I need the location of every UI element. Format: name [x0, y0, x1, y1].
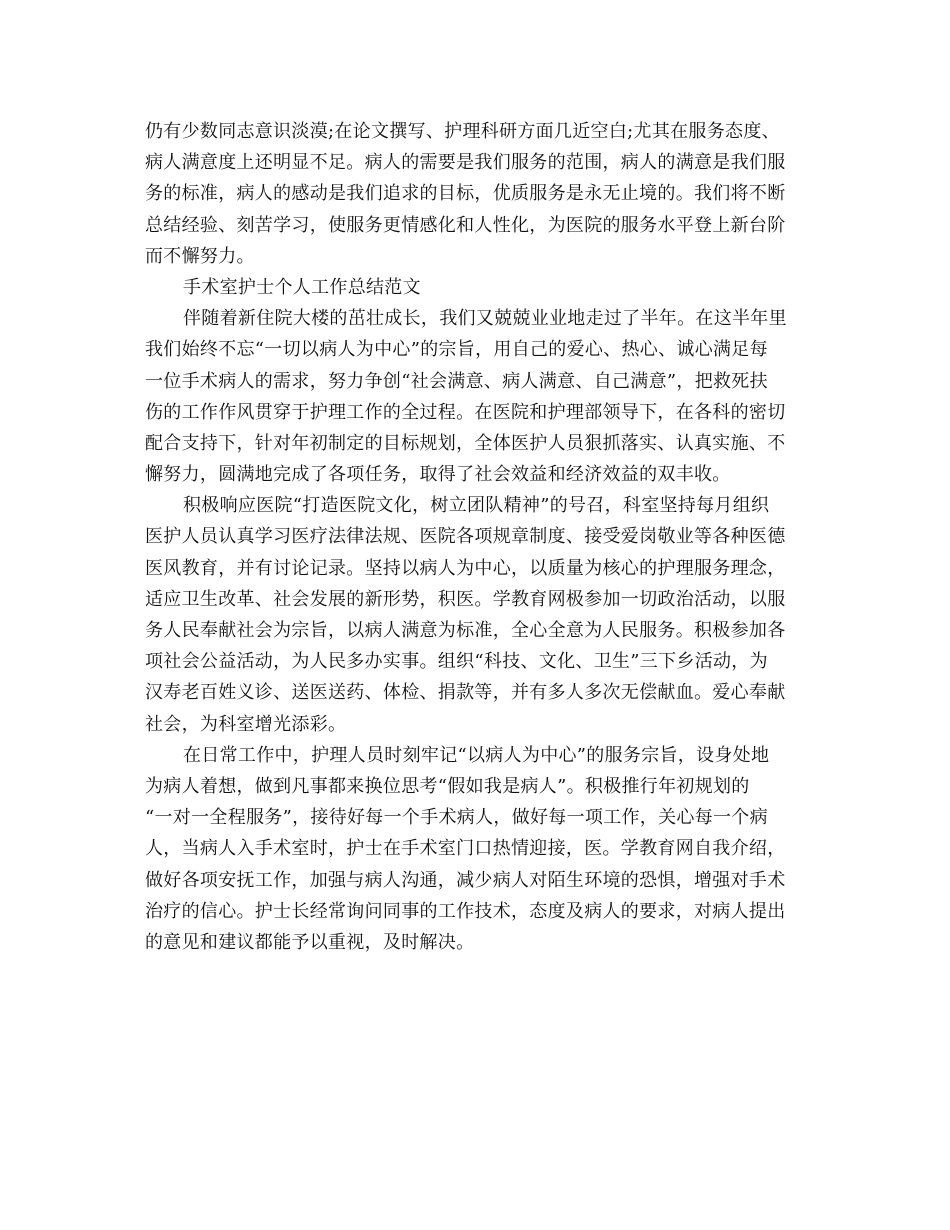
text-line: 手术室护士个人工作总结范文: [183, 276, 421, 298]
text-line: 适应卫生改革、社会发展的新形势，积医。学教育网极参加一切政治活动，以服: [145, 588, 786, 610]
document-body: [145, 116, 805, 958]
text-line: 仍有少数同志意识淡漠;在论文撰写、护理科研方面几近空白;尤其在服务态度、: [145, 121, 780, 142]
text-line: 医风教育，并有讨论记录。坚持以病人为中心，以质量为核心的护理服务理念，: [145, 557, 786, 579]
text-line: 一位手术病人的需求，努力争创“社会满意、病人满意、自己满意”，把救死扶: [145, 370, 768, 392]
text-line: 在日常工作中，护理人员时刻牢记“以病人为中心”的服务宗旨，设身处地: [183, 744, 770, 766]
text-line: 社会，为科室增光添彩。: [145, 713, 347, 735]
text-line: 配合支持下，针对年初制定的目标规划，全体医护人员狠抓落实、认真实施、不: [145, 432, 786, 454]
text-line: 做好各项安抚工作，加强与病人沟通，减少病人对陌生环境的恐惧，增强对手术: [145, 869, 786, 891]
text-line: 病人满意度上还明显不足。病人的需要是我们服务的范围，病人的满意是我们服: [145, 152, 786, 174]
text-line: 务人民奉献社会为宗旨，以病人满意为标准，全心全意为人民服务。积极参加各: [145, 620, 786, 641]
text-line: 人，当病人入手术室时，护士在手术室门口热情迎接，医。学教育网自我介绍，: [145, 838, 786, 860]
text-line: 总结经验、刻苦学习，使服务更情感化和人性化，为医院的服务水平登上新台阶: [145, 214, 786, 236]
text-line: “一对一全程服务”，接待好每一个手术病人，做好每一项工作，关心每一个病: [145, 807, 768, 829]
text-line: 而不懈努力。: [145, 245, 255, 267]
text-line: 我们始终不忘“一切以病人为中心”的宗旨，用自己的爱心、热心、诚心满足每: [145, 339, 768, 361]
text-line: 为病人着想，做到凡事都来换位思考“假如我是病人”。积极推行年初规划的: [145, 775, 750, 797]
text-line: 的意见和建议都能予以重视，及时解决。: [145, 931, 475, 953]
text-line: 积极响应医院“打造医院文化，树立团队精神”的号召，科室坚持每月组织: [183, 495, 770, 517]
text-line: 务的标准，病人的感动是我们追求的目标，优质服务是永无止境的。我们将不断: [145, 183, 786, 205]
text-line: 医护人员认真学习医疗法律法规、医院各项规章制度、接受爱岗敬业等各种医德: [145, 526, 786, 548]
text-line: 项社会公益活动，为人民多办实事。组织“科技、文化、卫生”三下乡活动，为: [145, 651, 768, 673]
text-line: 伴随着新住院大楼的茁壮成长，我们又兢兢业业地走过了半年。在这半年里: [183, 308, 787, 330]
text-line: 治疗的信心。护士长经常询问同事的工作技术，态度及病人的要求，对病人提出: [145, 900, 786, 922]
text-line: 汉寿老百姓义诊、送医送药、体检、捐款等，并有多人多次无偿献血。爱心奉献: [145, 682, 786, 704]
text-line: 伤的工作作风贯穿于护理工作的全过程。在医院和护理部领导下，在各科的密切: [145, 401, 786, 423]
text-line: 懈努力，圆满地完成了各项任务，取得了社会效益和经济效益的双丰收。: [145, 464, 731, 486]
